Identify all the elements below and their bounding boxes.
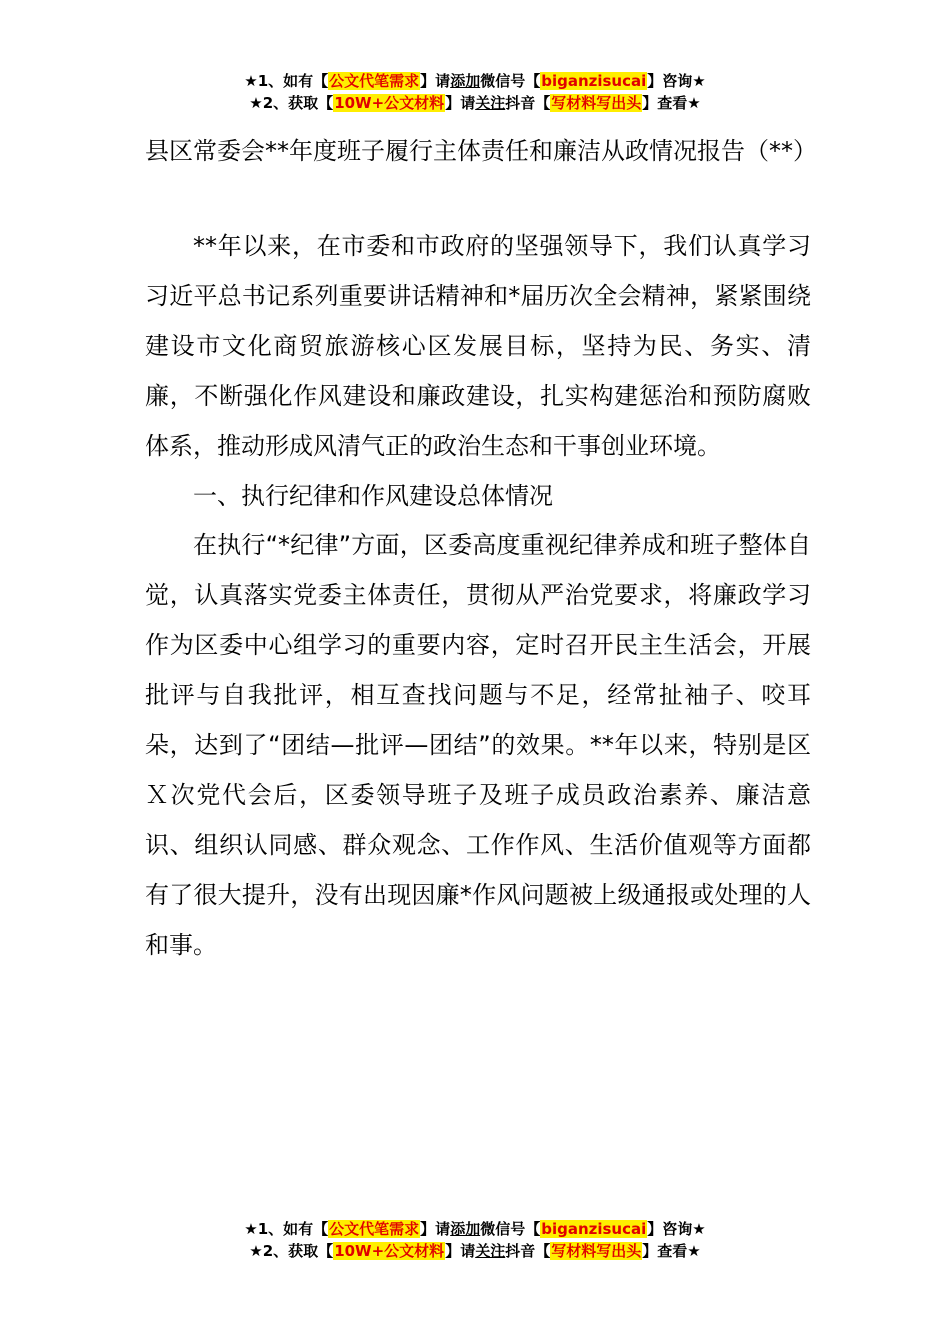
promo-text: ★2、获取【	[249, 94, 334, 112]
promo-wechat-id: biganzisucai	[541, 1220, 647, 1238]
promo-text: ★1、如有【	[244, 72, 329, 90]
promo-highlight: 10W+公文材料	[334, 1242, 445, 1260]
promo-line-1	[0, 1218, 950, 1240]
paragraph-discipline: 在执行“*纪律”方面，区委高度重视纪律养成和班子整体自觉，认真落实党委主体责任，贯彻从严治党要求，将廉政学习作为区委中心组学习的重要内容，定时召开民主生活会，开展批评与自我批评，相互查找问题与不足，经常扯袖子、咬耳朵，达到了“团结—批评—团结”的效果。**年以来，特别是区Ｘ次党代会后，区委领导班子及班子成员政治素养、廉洁意识、组织认同感、群众观念、工作作风、生活价值观等方面都有了很大提升，没有出现因廉*作风问题被上级通报或处理的人和事。	[145, 531, 811, 959]
promo-text: 】查看★	[642, 94, 701, 112]
promo-text: 】请	[445, 94, 476, 112]
promo-underline: 添加	[450, 1220, 481, 1238]
promo-banner-bottom	[0, 1218, 950, 1262]
promo-text: 微信号【	[480, 1220, 541, 1238]
promo-underline: 关注	[475, 1242, 506, 1260]
promo-underline: 关注	[475, 94, 506, 112]
promo-highlight: 10W+公文材料	[334, 94, 445, 112]
document-body	[145, 222, 811, 971]
promo-text: 】查看★	[642, 1242, 701, 1260]
promo-wechat-id: biganzisucai	[541, 72, 647, 90]
document-title: 县区常委会**年度班子履行主体责任和廉洁从政情况报告（**）	[145, 137, 817, 165]
promo-underline: 添加	[450, 72, 481, 90]
promo-highlight: 公文代笔需求	[329, 72, 420, 90]
promo-text: 】请	[420, 72, 451, 90]
paragraph-intro: **年以来，在市委和市政府的坚强领导下，我们认真学习习近平总书记系列重要讲话精神和*届历次全会精神，紧紧围绕建设市文化商贸旅游核心区发展目标，坚持为民、务实、清廉，不断强化作风建设和廉政建设，扎实构建惩治和预防腐败体系，推动形成风清气正的政治生态和干事创业环境。	[145, 232, 811, 460]
section-heading: 一、执行纪律和作风建设总体情况	[193, 481, 553, 510]
promo-line-2	[0, 1240, 950, 1262]
promo-text: ★2、获取【	[249, 1242, 334, 1260]
promo-highlight: 公文代笔需求	[329, 1220, 420, 1238]
promo-line-1	[0, 70, 950, 92]
promo-text: 】咨询★	[647, 1220, 706, 1238]
promo-banner-top	[0, 70, 950, 114]
promo-text: ★1、如有【	[244, 1220, 329, 1238]
promo-text: 微信号【	[480, 72, 541, 90]
promo-line-2	[0, 92, 950, 114]
promo-text: 抖音【	[505, 1242, 551, 1260]
promo-text: 抖音【	[505, 94, 551, 112]
promo-text: 】请	[420, 1220, 451, 1238]
promo-douyin-id: 写材料写出头	[551, 1242, 642, 1260]
promo-text: 】咨询★	[647, 72, 706, 90]
promo-douyin-id: 写材料写出头	[551, 94, 642, 112]
promo-text: 】请	[445, 1242, 476, 1260]
